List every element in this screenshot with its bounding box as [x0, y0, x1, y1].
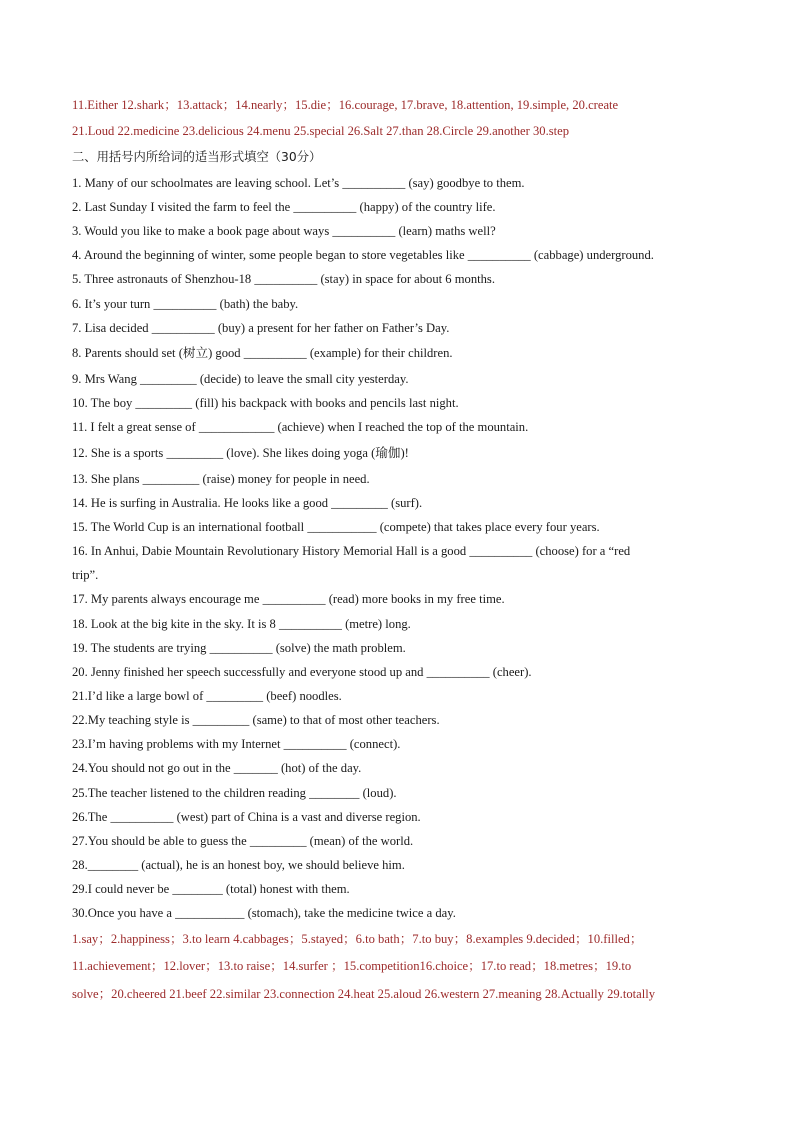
question-line: 21.I’d like a large bowl of _________ (beef) noodles.	[72, 689, 342, 703]
question-line: 19. The students are trying __________ (solve) the math problem.	[72, 641, 406, 655]
question-line: 3. Would you like to make a book page about ways __________ (learn) maths well?	[72, 224, 496, 238]
answers-section-two-line: 11.achievement；12.lover；13.to raise；14.surfer ；15.competition16.choice；17.to read；18.metres；19.to	[72, 959, 632, 973]
answers-section-one-line: 11.Either 12.shark；13.attack；14.nearly；15.die；16.courage, 17.brave, 18.attention, 19.simple, 20.create	[72, 98, 619, 112]
question-line: 24.You should not go out in the _______ (hot) of the day.	[72, 761, 362, 775]
question-line: 16. In Anhui, Dabie Mountain Revolutionary History Memorial Hall is a good __________ (choose) for a “red	[72, 544, 631, 558]
question-line: 12. She is a sports _________ (love). She likes doing yoga (瑜伽)!	[72, 446, 409, 460]
question-line: 4. Around the beginning of winter, some people began to store vegetables like __________ (cabbage) underground.	[72, 248, 654, 262]
question-line: 14. He is surfing in Australia. He looks like a good _________ (surf).	[72, 496, 423, 510]
question-line: 28.________ (actual), he is an honest boy, we should believe him.	[72, 858, 405, 872]
question-line: 9. Mrs Wang _________ (decide) to leave the small city yesterday.	[72, 372, 409, 386]
answers-section-one-line: 21.Loud 22.medicine 23.delicious 24.menu 25.special 26.Salt 27.than 28.Circle 29.another 30.step	[72, 124, 570, 138]
question-line: 29.I could never be ________ (total) honest with them.	[72, 882, 350, 896]
question-line: 22.My teaching style is _________ (same) to that of most other teachers.	[72, 713, 440, 727]
question-line: 1. Many of our schoolmates are leaving school. Let’s __________ (say) goodbye to them.	[72, 176, 525, 190]
question-line: 15. The World Cup is an international football ___________ (compete) that takes place every four years.	[72, 520, 600, 534]
question-line: 2. Last Sunday I visited the farm to feel the __________ (happy) of the country life.	[72, 200, 496, 214]
question-line: 27.You should be able to guess the _________ (mean) of the world.	[72, 834, 414, 848]
question-line: trip”.	[72, 568, 99, 582]
question-line: 17. My parents always encourage me __________ (read) more books in my free time.	[72, 592, 505, 606]
question-line: 30.Once you have a ___________ (stomach), take the medicine twice a day.	[72, 906, 456, 920]
question-line: 10. The boy _________ (fill) his backpack with books and pencils last night.	[72, 396, 459, 410]
question-line: 5. Three astronauts of Shenzhou-18 __________ (stay) in space for about 6 months.	[72, 272, 495, 286]
question-line: 26.The __________ (west) part of China is a vast and diverse region.	[72, 810, 421, 824]
question-line: 6. It’s your turn __________ (bath) the baby.	[72, 297, 299, 311]
question-line: 20. Jenny finished her speech successfully and everyone stood up and __________ (cheer).	[72, 665, 532, 679]
question-line: 11. I felt a great sense of ____________ (achieve) when I reached the top of the mountain.	[72, 420, 529, 434]
answers-section-two-line: solve；20.cheered 21.beef 22.similar 23.connection 24.heat 25.aloud 26.western 27.meaning 28.Actually 29.totally	[72, 987, 656, 1001]
question-line: 25.The teacher listened to the children reading ________ (loud).	[72, 786, 397, 800]
question-line: 13. She plans _________ (raise) money for people in need.	[72, 472, 370, 486]
answers-section-two-line: 1.say；2.happiness；3.to learn 4.cabbages；5.stayed；6.to bath；7.to buy；8.examples 9.decided；10.filled；	[72, 932, 643, 946]
question-line: 8. Parents should set (树立) good __________ (example) for their children.	[72, 346, 453, 360]
question-line: 18. Look at the big kite in the sky. It is 8 __________ (metre) long.	[72, 617, 411, 631]
question-line: 7. Lisa decided __________ (buy) a present for her father on Father’s Day.	[72, 321, 450, 335]
question-line: 23.I’m having problems with my Internet __________ (connect).	[72, 737, 401, 751]
section-two-heading: 二、用括号内所给词的适当形式填空（30分）	[72, 150, 322, 164]
